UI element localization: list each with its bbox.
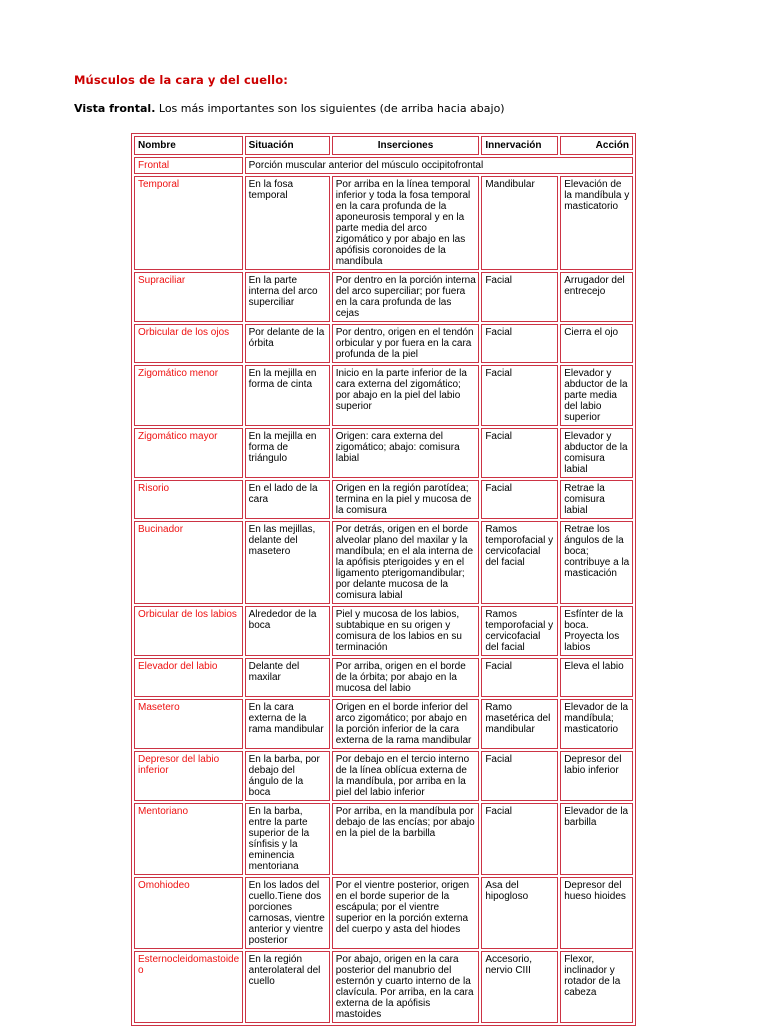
page-heading: Músculos de la cara y del cuello: xyxy=(74,73,288,87)
innervacion-cell: Ramos temporofacial y cervicofacial del facial xyxy=(481,606,558,656)
muscle-name: Elevador del labio xyxy=(134,658,243,697)
table-row xyxy=(134,272,633,322)
innervacion-cell: Facial xyxy=(481,428,558,478)
header-nombre: Nombre xyxy=(134,136,243,155)
accion-cell: Depresor del hueso hioides xyxy=(560,877,633,949)
table-row xyxy=(134,428,633,478)
intro-paragraph xyxy=(74,102,505,115)
situacion-cell: En la parte interna del arco superciliar xyxy=(245,272,330,322)
accion-cell: Elevador y abductor de la comisura labial xyxy=(560,428,633,478)
muscle-description: Porción muscular anterior del músculo occipitofrontal xyxy=(245,157,633,174)
intro-text: Los más importantes son los siguientes (de arriba hacia abajo) xyxy=(155,102,505,115)
inserciones-cell: Por arriba en la línea temporal inferior y toda la fosa temporal en la cara profunda de la aponeurosis temporal y en la parte media del arco zigomático y por abajo en las apófisis coronoides de la mandíbula xyxy=(332,176,480,270)
situacion-cell: Por delante de la órbita xyxy=(245,324,330,363)
table-row xyxy=(134,658,633,697)
table-row xyxy=(134,951,633,1023)
inserciones-cell: Origen: cara externa del zigomático; abajo: comisura labial xyxy=(332,428,480,478)
table-row xyxy=(134,176,633,270)
inserciones-cell: Origen en la región parotídea; termina en la piel y mucosa de la comisura xyxy=(332,480,480,519)
table-row xyxy=(134,606,633,656)
accion-cell: Retrae los ángulos de la boca; contribuye a la masticación xyxy=(560,521,633,604)
situacion-cell: En las mejillas, delante del masetero xyxy=(245,521,330,604)
situacion-cell: Alrededor de la boca xyxy=(245,606,330,656)
table-row xyxy=(134,521,633,604)
accion-cell: Depresor del labio inferior xyxy=(560,751,633,801)
inserciones-cell: Por debajo en el tercio interno de la línea oblícua externa de la mandíbula, por arriba en la piel del labio inferior xyxy=(332,751,480,801)
muscle-name: Zigomático mayor xyxy=(134,428,243,478)
inserciones-cell: Por dentro en la porción interna del arco superciliar; por fuera en la cara profunda de las cejas xyxy=(332,272,480,322)
muscle-name: Frontal xyxy=(134,157,243,174)
inserciones-cell: Por dentro, origen en el tendón orbicular y por fuera en la cara profunda de la piel xyxy=(332,324,480,363)
header-situacion: Situación xyxy=(245,136,330,155)
situacion-cell: En la mejilla en forma de cinta xyxy=(245,365,330,426)
innervacion-cell: Ramo masetérica del mandibular xyxy=(481,699,558,749)
muscle-name: Omohiodeo xyxy=(134,877,243,949)
situacion-cell: En la región anterolateral del cuello xyxy=(245,951,330,1023)
accion-cell: Elevador de la barbilla xyxy=(560,803,633,875)
innervacion-cell: Accesorio, nervio CIII xyxy=(481,951,558,1023)
muscle-name: Mentoriano xyxy=(134,803,243,875)
situacion-cell: En la fosa temporal xyxy=(245,176,330,270)
accion-cell: Eleva el labio xyxy=(560,658,633,697)
table-row xyxy=(134,157,633,174)
innervacion-cell: Mandibular xyxy=(481,176,558,270)
inserciones-cell: Por detrás, origen en el borde alveolar plano del maxilar y la mandíbula; en el ala interna de la apófisis pterigoides y en el ligamento pterigomandibular; por delante mucosa de la comisura labial xyxy=(332,521,480,604)
header-accion: Acción xyxy=(560,136,633,155)
accion-cell: Elevación de la mandíbula y masticatorio xyxy=(560,176,633,270)
accion-cell: Flexor, inclinador y rotador de la cabeza xyxy=(560,951,633,1023)
table-row xyxy=(134,803,633,875)
accion-cell: Elevador de la mandíbula; masticatorio xyxy=(560,699,633,749)
table-row xyxy=(134,699,633,749)
muscle-name: Masetero xyxy=(134,699,243,749)
muscle-name: Bucinador xyxy=(134,521,243,604)
accion-cell: Retrae la comisura labial xyxy=(560,480,633,519)
header-innervacion: Innervación xyxy=(481,136,558,155)
innervacion-cell: Ramos temporofacial y cervicofacial del facial xyxy=(481,521,558,604)
inserciones-cell: Por el vientre posterior, origen en el borde superior de la escápula; por el vientre superior en la porción externa del cuerpo y asta del hiodes xyxy=(332,877,480,949)
table-row xyxy=(134,877,633,949)
table-row xyxy=(134,751,633,801)
intro-label: Vista frontal. xyxy=(74,102,156,115)
muscle-name: Orbicular de los labios xyxy=(134,606,243,656)
inserciones-cell: Origen en el borde inferior del arco zigomático; por abajo en la porción inferior de la cara externa de la rama mandibular xyxy=(332,699,480,749)
innervacion-cell: Facial xyxy=(481,751,558,801)
table-row xyxy=(134,365,633,426)
inserciones-cell: Inicio en la parte inferior de la cara externa del zigomático; por abajo en la piel del labio superior xyxy=(332,365,480,426)
innervacion-cell: Facial xyxy=(481,803,558,875)
situacion-cell: Delante del maxilar xyxy=(245,658,330,697)
inserciones-cell: Piel y mucosa de los labios, subtabique en su origen y comisura de los labios en su terminación xyxy=(332,606,480,656)
muscle-name: Risorio xyxy=(134,480,243,519)
innervacion-cell: Facial xyxy=(481,272,558,322)
situacion-cell: En el lado de la cara xyxy=(245,480,330,519)
situacion-cell: En la mejilla en forma de triángulo xyxy=(245,428,330,478)
muscle-name: Temporal xyxy=(134,176,243,270)
muscle-name: Depresor del labio inferior xyxy=(134,751,243,801)
situacion-cell: En los lados del cuello.Tiene dos porciones carnosas, vientre anterior y vientre posterior xyxy=(245,877,330,949)
muscles-table xyxy=(131,133,636,1026)
muscle-name: Supraciliar xyxy=(134,272,243,322)
inserciones-cell: Por arriba, origen en el borde de la órbita; por abajo en la mucosa del labio xyxy=(332,658,480,697)
header-inserciones: Inserciones xyxy=(332,136,480,155)
inserciones-cell: Por arriba, en la mandíbula por debajo de las encías; por abajo en la piel de la barbilla xyxy=(332,803,480,875)
inserciones-cell: Por abajo, origen en la cara posterior del manubrio del esternón y cuarto interno de la clavícula. Por arriba, en la cara externa de la apófisis mastoides xyxy=(332,951,480,1023)
table-row xyxy=(134,480,633,519)
innervacion-cell: Facial xyxy=(481,365,558,426)
muscle-name: Esternocleidomastoideo xyxy=(134,951,243,1023)
situacion-cell: En la barba, entre la parte superior de la sínfisis y la eminencia mentoriana xyxy=(245,803,330,875)
header-row xyxy=(134,136,633,155)
muscle-name: Orbicular de los ojos xyxy=(134,324,243,363)
accion-cell: Esfínter de la boca. Proyecta los labios xyxy=(560,606,633,656)
accion-cell: Cierra el ojo xyxy=(560,324,633,363)
innervacion-cell: Asa del hipogloso xyxy=(481,877,558,949)
situacion-cell: En la cara externa de la rama mandibular xyxy=(245,699,330,749)
innervacion-cell: Facial xyxy=(481,480,558,519)
innervacion-cell: Facial xyxy=(481,658,558,697)
table-row xyxy=(134,324,633,363)
situacion-cell: En la barba, por debajo del ángulo de la boca xyxy=(245,751,330,801)
accion-cell: Arrugador del entrecejo xyxy=(560,272,633,322)
muscle-name: Zigomático menor xyxy=(134,365,243,426)
accion-cell: Elevador y abductor de la parte media del labio superior xyxy=(560,365,633,426)
innervacion-cell: Facial xyxy=(481,324,558,363)
